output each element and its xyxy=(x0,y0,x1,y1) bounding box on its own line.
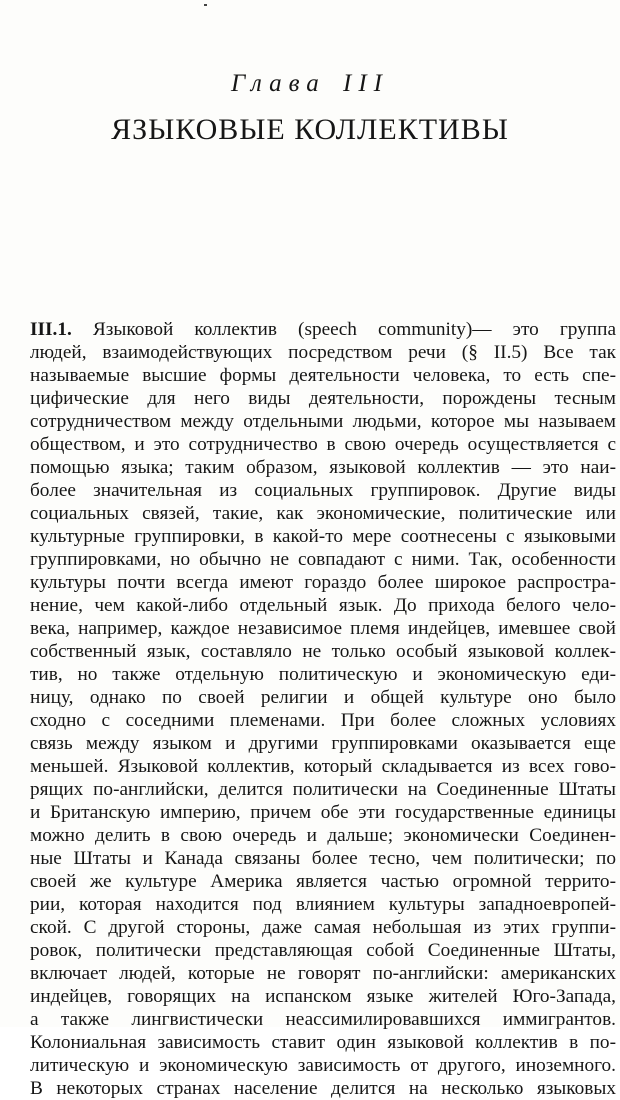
text-line: более значительная из социальных группировок. Другие виды xyxy=(30,480,616,501)
text-line: можно делить в свою очередь и дальше; экономически Соединен- xyxy=(30,825,616,846)
text-line: культуры почти всегда имеют гораздо более широкое распростра- xyxy=(30,572,616,593)
section-number: III.1. xyxy=(30,319,72,340)
text-line: тив, но также отдельную политическую и экономическую еди- xyxy=(30,664,616,685)
text-line: рии, которая находится под влиянием культуры западноевропей- xyxy=(30,894,616,915)
text-line: своей же культуре Америка является частью огромной террито- xyxy=(30,871,616,892)
text-line: индейцев, говорящих на испанском языке жителей Юго-Запада, xyxy=(30,986,616,1007)
text-line: культурные группировки, в какой-то мере соотнесены с языковыми xyxy=(30,526,616,547)
text-line: а также лингвистически неассимилировавшихся иммигрантов. xyxy=(30,1009,616,1030)
text-line: ровок, политически представляющая собой Соединенные Штаты, xyxy=(30,940,616,961)
text-line: ницу, однако по своей религии и общей культуре оно было xyxy=(30,687,616,708)
text-line-1 xyxy=(30,318,616,341)
chapter-label: Глава III xyxy=(230,70,389,97)
text-line: группировками, но обычно не совпадают с ними. Так, особенности xyxy=(30,549,616,570)
text-line: и Британскую империю, причем обе эти государственные единицы xyxy=(30,802,616,823)
text-line: обществом, и это сотрудничество в свою очередь осуществляется с xyxy=(30,434,616,455)
text-line: называемые высшие формы деятельности человека, то есть спе- xyxy=(30,365,616,386)
text-line: цифические для него виды деятельности, порождены тесным xyxy=(30,388,616,409)
print-speck xyxy=(204,4,207,6)
text-line: литическую и экономическую зависимость от другого, иноземного. xyxy=(30,1055,616,1076)
chapter-title: ЯЗЫКОВЫЕ КОЛЛЕКТИВЫ xyxy=(111,113,509,146)
text-line: сотрудничеством между отдельными людьми, которое мы называем xyxy=(30,411,616,432)
text-line: связь между языком и другими группировками оказывается еще xyxy=(30,733,616,754)
text-line: сходно с соседними племенами. При более сложных условиях xyxy=(30,710,616,731)
text-line: Колониальная зависимость ставит один языковой коллектив в по- xyxy=(30,1032,616,1053)
text-line: людей, взаимодействующих посредством речи (§ II.5) Все так xyxy=(30,342,616,363)
text-line: В некоторых странах население делится на несколько языковых xyxy=(30,1078,616,1099)
text-line: ные Штаты и Канада связаны более тесно, чем политически; по xyxy=(30,848,616,869)
text-line-content: Языковой коллектив (speech community)— это группа xyxy=(71,319,616,340)
text-line: ской. С другой стороны, даже самая небольшая из этих группи- xyxy=(30,917,616,938)
text-line: собственный язык, составляло не только особый языковой коллек- xyxy=(30,641,616,662)
text-line: меньшей. Языковой коллектив, который складывается из всех гово- xyxy=(30,756,616,777)
text-line: нение, чем какой-либо отдельный язык. До прихода белого чело- xyxy=(30,595,616,616)
text-line: включает людей, которые не говорят по-английски: американских xyxy=(30,963,616,984)
text-line: рящих по-английски, делится политически на Соединенные Штаты xyxy=(30,779,616,800)
text-line: социальных связей, такие, как экономические, политические или xyxy=(30,503,616,524)
text-line: помощью языка; таким образом, языковой коллектив — это наи- xyxy=(30,457,616,478)
text-line: века, например, каждое независимое племя индейцев, имевшее свой xyxy=(30,618,616,639)
